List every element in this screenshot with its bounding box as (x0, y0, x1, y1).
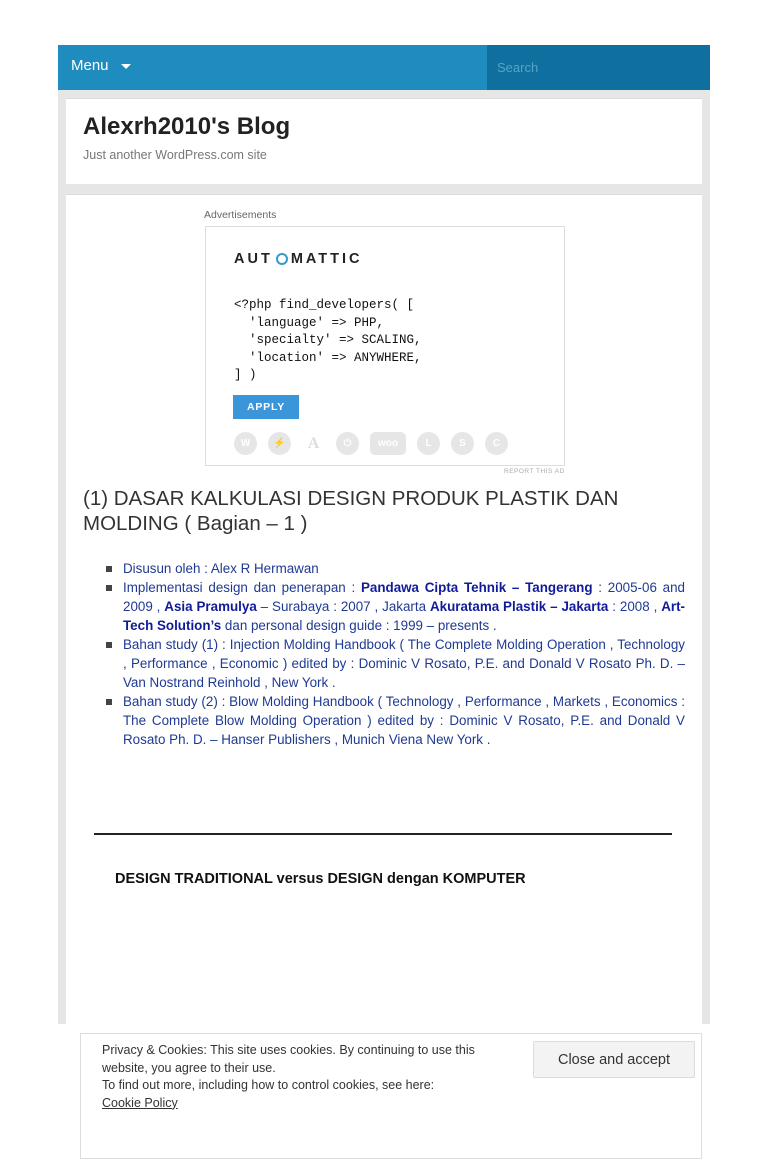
list-text: Implementasi design dan penerapan : (123, 580, 361, 595)
apply-button[interactable]: APPLY (233, 395, 299, 419)
site-header (66, 98, 702, 184)
caret-down-icon (121, 64, 131, 69)
cookie-banner (80, 1033, 702, 1159)
list-item: Bahan study (2) : Blow Molding Handbook ( Technology , Performance , Markets , Economics : The Complete Blow Molding Operation ) edited by : Dominic V Rosato, P.E. and Donald V Rosato Ph. D. – Hanser Publishers , Munich Viena New York . (103, 692, 685, 749)
list-item: Bahan study (1) : Injection Molding Handbook ( The Complete Molding Operation , Technology , Performance , Economic ) edited by : Dominic V Rosato, P.E. and Donald V Rosato Ph. D. – Van Nostrand Reinhold , New York . (103, 635, 685, 692)
power-icon: ⏻ (336, 432, 359, 455)
longreads-icon: L (417, 432, 440, 455)
jetpack-icon: ⚡ (268, 432, 291, 455)
menu-button[interactable] (71, 57, 131, 74)
menu-label: Menu (71, 57, 109, 74)
close-and-accept-button[interactable]: Close and accept (533, 1041, 695, 1078)
post-details-list (103, 559, 685, 749)
cookie-text-line: To find out more, including how to control cookies, see here: (102, 1078, 435, 1092)
ad-code-snippet: <?php find_developers( [ 'language' => PHP, 'specialty' => SCALING, 'location' => ANYWHERE, ] ) (234, 298, 422, 382)
cookie-policy-link[interactable]: Cookie Policy (102, 1095, 178, 1110)
top-navbar (58, 45, 710, 90)
horizontal-divider (94, 833, 672, 835)
cookie-text-line: Privacy & Cookies: This site uses cookies. By continuing to use this website, you agree to their use. (102, 1043, 475, 1075)
report-ad-link[interactable]: REPORT THIS AD (504, 468, 565, 475)
product-icons (234, 432, 508, 455)
automattic-logo (234, 251, 363, 267)
cloudup-icon: C (485, 432, 508, 455)
page (58, 45, 710, 1110)
site-title[interactable]: Alexrh2010's Blog (83, 113, 291, 140)
content-area (66, 194, 702, 1110)
logo-text-end: MATTIC (290, 251, 363, 267)
company-name: Pandawa Cipta Tehnik – Tangerang (360, 580, 593, 595)
list-item (103, 578, 685, 635)
list-text: – Surabaya : 2007 , Jakarta (256, 599, 430, 614)
post-title: (1) DASAR KALKULASI DESIGN PRODUK PLASTIK DAN MOLDING ( Bagian – 1 ) (83, 487, 619, 535)
company-name: Art-Tech Solution’s (123, 599, 685, 633)
akismet-icon: A (307, 435, 320, 452)
section-heading: DESIGN TRADITIONAL versus DESIGN dengan KOMPUTER (115, 871, 526, 887)
ad-label: Advertisements (204, 209, 277, 221)
company-name: Akuratama Plastik – Jakarta (429, 599, 609, 614)
simplenote-icon: S (451, 432, 474, 455)
search-input[interactable] (487, 45, 710, 90)
list-text: : 2005-06 and 2009 , (123, 580, 686, 614)
compass-icon (276, 253, 288, 265)
list-text: : 2008 , (608, 599, 662, 614)
company-name: Asia Pramulya (164, 599, 257, 614)
wordpress-icon: W (234, 432, 257, 455)
advertisement[interactable] (205, 226, 565, 466)
list-text: dan personal design guide : 1999 – presents . (221, 618, 497, 633)
list-item: Disusun oleh : Alex R Hermawan (103, 559, 685, 578)
cookie-notice (102, 1042, 522, 1112)
woo-icon: woo (370, 432, 406, 455)
logo-text-start: AUT (234, 251, 273, 267)
site-tagline: Just another WordPress.com site (83, 148, 267, 162)
